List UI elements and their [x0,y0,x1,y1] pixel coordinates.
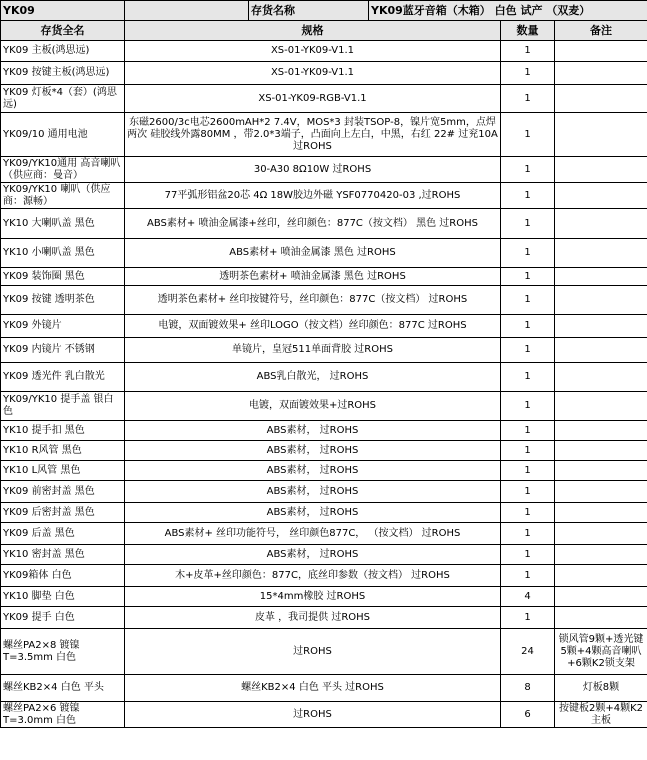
spec-cell[interactable]: XS-01-YK09-V1.1 [125,41,501,62]
item-name-cell[interactable]: YK10 密封盖 黑色 [1,545,125,565]
quantity-cell[interactable]: 1 [501,62,555,85]
note-cell[interactable] [555,157,647,183]
spec-cell[interactable]: XS-01-YK09-RGB-V1.1 [125,85,501,113]
quantity-cell[interactable]: 1 [501,503,555,523]
item-name-cell[interactable]: YK10 大喇叭盖 黑色 [1,209,125,239]
spec-cell[interactable]: 螺丝KB2×4 白色 平头 过ROHS [125,675,501,702]
note-cell[interactable] [555,481,647,503]
quantity-cell[interactable]: 1 [501,565,555,587]
table-row [1,183,647,209]
item-name-cell[interactable]: YK09/YK10通用 高音喇叭（供应商：曼音） [1,157,125,183]
quantity-cell[interactable]: 1 [501,392,555,421]
quantity-cell[interactable]: 1 [501,268,555,286]
note-cell[interactable] [555,209,647,239]
table-row [1,523,647,545]
item-name-cell[interactable]: YK09 前密封盖 黑色 [1,481,125,503]
table-row [1,41,647,62]
spec-cell[interactable]: 30-A30 8Ω10W 过ROHS [125,157,501,183]
item-name-cell[interactable]: YK09 透光件 乳白散光 [1,363,125,392]
note-cell[interactable] [555,607,647,629]
note-cell[interactable] [555,113,647,157]
note-cell[interactable] [555,587,647,607]
note-cell[interactable] [555,545,647,565]
note-cell[interactable] [555,421,647,441]
quantity-cell[interactable]: 1 [501,523,555,545]
item-name-cell[interactable]: YK09 主板(鸿思远) [1,41,125,62]
item-name-cell[interactable]: 螺丝KB2×4 白色 平头 [1,675,125,702]
note-cell[interactable] [555,286,647,315]
spec-cell[interactable]: 电镀，双面镀效果+过ROHS [125,392,501,421]
spec-cell[interactable]: ABS素材， 过ROHS [125,545,501,565]
table-row [1,392,647,421]
spec-cell[interactable]: ABS素材+ 丝印功能符号， 丝印颜色877C， （按文档） 过ROHS [125,523,501,545]
column-header-row [1,21,647,41]
note-cell[interactable]: 锁风管9颗+透光键5颗+4颗高音喇叭+6颗K2锁支架 [555,629,647,675]
item-name-cell[interactable]: YK10 小喇叭盖 黑色 [1,239,125,268]
spec-cell[interactable]: 过ROHS [125,702,501,728]
note-cell[interactable] [555,268,647,286]
table-row [1,675,647,702]
note-cell[interactable]: 按键板2颗+4颗K2主板 [555,702,647,728]
title-row [1,1,647,21]
item-name-cell[interactable]: 螺丝PA2×8 镀镍 T=3.5mm 白色 [1,629,125,675]
item-name-cell[interactable]: YK09/YK10 提手盖 银白色 [1,392,125,421]
item-name-cell[interactable]: YK09 按键 透明茶色 [1,286,125,315]
col-header-spec[interactable]: 规格 [125,21,501,41]
table-row [1,461,647,481]
name-label[interactable]: 存货名称 [249,1,369,21]
spec-cell[interactable]: 透明茶色素材+ 丝印按键符号，丝印颜色：877C（按文档） 过ROHS [125,286,501,315]
spec-cell[interactable]: ABS素材， 过ROHS [125,441,501,461]
spec-cell[interactable]: 木+皮革+丝印颜色：877C，底丝印参数（按文档） 过ROHS [125,565,501,587]
table-row [1,629,647,675]
quantity-cell[interactable]: 4 [501,587,555,607]
note-cell[interactable] [555,565,647,587]
note-cell[interactable] [555,363,647,392]
item-name-cell[interactable]: YK09 外镜片 [1,315,125,338]
table-row [1,587,647,607]
table-row [1,338,647,363]
note-cell[interactable]: 灯板8颗 [555,675,647,702]
note-cell[interactable] [555,503,647,523]
spec-cell[interactable]: ABS素材， 过ROHS [125,421,501,441]
spec-cell[interactable]: ABS素材， 过ROHS [125,481,501,503]
spec-cell[interactable]: 单镜片，皇冠511单面背胶 过ROHS [125,338,501,363]
table-row [1,503,647,523]
table-row [1,315,647,338]
item-name-cell[interactable]: YK09 后密封盖 黑色 [1,503,125,523]
spec-cell[interactable]: 皮革 ，我司提供 过ROHS [125,607,501,629]
table-row [1,607,647,629]
quantity-cell[interactable]: 1 [501,157,555,183]
item-name-cell[interactable]: YK09箱体 白色 [1,565,125,587]
table-row [1,702,647,728]
note-cell[interactable] [555,85,647,113]
table-row [1,209,647,239]
col-header-name[interactable]: 存货全名 [1,21,125,41]
quantity-cell[interactable]: 1 [501,183,555,209]
item-name-cell[interactable]: YK09 装饰圈 黑色 [1,268,125,286]
item-name-cell[interactable]: YK09/10 通用电池 [1,113,125,157]
table-row [1,157,647,183]
table-row [1,113,647,157]
note-cell[interactable] [555,392,647,421]
item-name-cell[interactable]: YK10 提手扣 黑色 [1,421,125,441]
quantity-cell[interactable]: 1 [501,113,555,157]
spec-cell[interactable]: ABS素材， 过ROHS [125,461,501,481]
note-cell[interactable] [555,41,647,62]
spec-cell[interactable]: ABS乳白散光， 过ROHS [125,363,501,392]
item-name-cell[interactable]: YK09/YK10 喇叭（供应商：源畅） [1,183,125,209]
note-cell[interactable] [555,315,647,338]
spec-cell[interactable]: XS-01-YK09-V1.1 [125,62,501,85]
table-row [1,85,647,113]
spec-cell[interactable]: 电镀，双面镀效果+ 丝印LOGO（按文档）丝印颜色：877C 过ROHS [125,315,501,338]
item-name-cell[interactable]: YK09 内镜片 不锈钢 [1,338,125,363]
table-row [1,481,647,503]
item-name-cell[interactable]: YK09 灯板*4（套）(鸿思远) [1,85,125,113]
product-name[interactable]: YK09蓝牙音箱（木箱） 白色 试产 （双麦） [369,1,647,21]
note-cell[interactable] [555,338,647,363]
item-name-cell[interactable]: YK09 提手 白色 [1,607,125,629]
quantity-cell[interactable]: 1 [501,85,555,113]
spec-cell[interactable]: 15*4mm橡胶 过ROHS [125,587,501,607]
spec-cell[interactable]: 过ROHS [125,629,501,675]
quantity-cell[interactable]: 1 [501,363,555,392]
table-row [1,545,647,565]
table-row [1,441,647,461]
note-cell[interactable] [555,461,647,481]
col-header-note[interactable]: 备注 [555,21,647,41]
spec-cell[interactable]: 东磁2600/3c电芯2600mAH*2 7.4V，MOS*3 封装TSOP-8，镍片宽5mm，点焊两次 硅胶线外露80MM ，带2.0*3端子，凸面向上左白，中黑，右红 22# 过兖10A过ROHS [125,113,501,157]
quantity-cell[interactable]: 1 [501,239,555,268]
quantity-cell[interactable]: 1 [501,545,555,565]
item-name-cell[interactable]: YK09 后盖 黑色 [1,523,125,545]
note-cell[interactable] [555,239,647,268]
quantity-cell[interactable]: 1 [501,315,555,338]
quantity-cell[interactable]: 1 [501,421,555,441]
quantity-cell[interactable]: 1 [501,41,555,62]
table-row [1,363,647,392]
quantity-cell[interactable]: 1 [501,481,555,503]
quantity-cell[interactable]: 24 [501,629,555,675]
table-row [1,268,647,286]
quantity-cell[interactable]: 8 [501,675,555,702]
item-name-cell[interactable]: YK10 L风管 黑色 [1,461,125,481]
table-row [1,286,647,315]
note-cell[interactable] [555,183,647,209]
product-code[interactable]: YK09 [1,1,125,21]
spec-cell[interactable]: ABS素材， 过ROHS [125,503,501,523]
item-name-cell[interactable]: YK10 脚垫 白色 [1,587,125,607]
table-row [1,62,647,85]
spec-cell[interactable]: ABS素材+ 喷油金属漆 黑色 过ROHS [125,239,501,268]
col-header-qty[interactable]: 数量 [501,21,555,41]
quantity-cell[interactable]: 1 [501,461,555,481]
spec-cell[interactable]: 77平弧形铝盆20芯 4Ω 18W胶边外磁 YSF0770420-03 ,过ROHS [125,183,501,209]
item-name-cell[interactable]: YK10 R风管 黑色 [1,441,125,461]
table-row [1,421,647,441]
quantity-cell[interactable]: 1 [501,209,555,239]
quantity-cell[interactable]: 1 [501,338,555,363]
table-row [1,565,647,587]
spec-cell[interactable]: ABS素材+ 喷油金属漆+丝印，丝印颜色：877C（按文档） 黑色 过ROHS [125,209,501,239]
quantity-cell[interactable]: 6 [501,702,555,728]
spec-cell[interactable]: 透明茶色素材+ 喷油金属漆 黑色 过ROHS [125,268,501,286]
note-cell[interactable] [555,441,647,461]
quantity-cell[interactable]: 1 [501,441,555,461]
quantity-cell[interactable]: 1 [501,607,555,629]
item-name-cell[interactable]: 螺丝PA2×6 镀镍 T=3.0mm 白色 [1,702,125,728]
note-cell[interactable] [555,523,647,545]
quantity-cell[interactable]: 1 [501,286,555,315]
item-name-cell[interactable]: YK09 按键主板(鸿思远) [1,62,125,85]
table-row [1,239,647,268]
note-cell[interactable] [555,62,647,85]
